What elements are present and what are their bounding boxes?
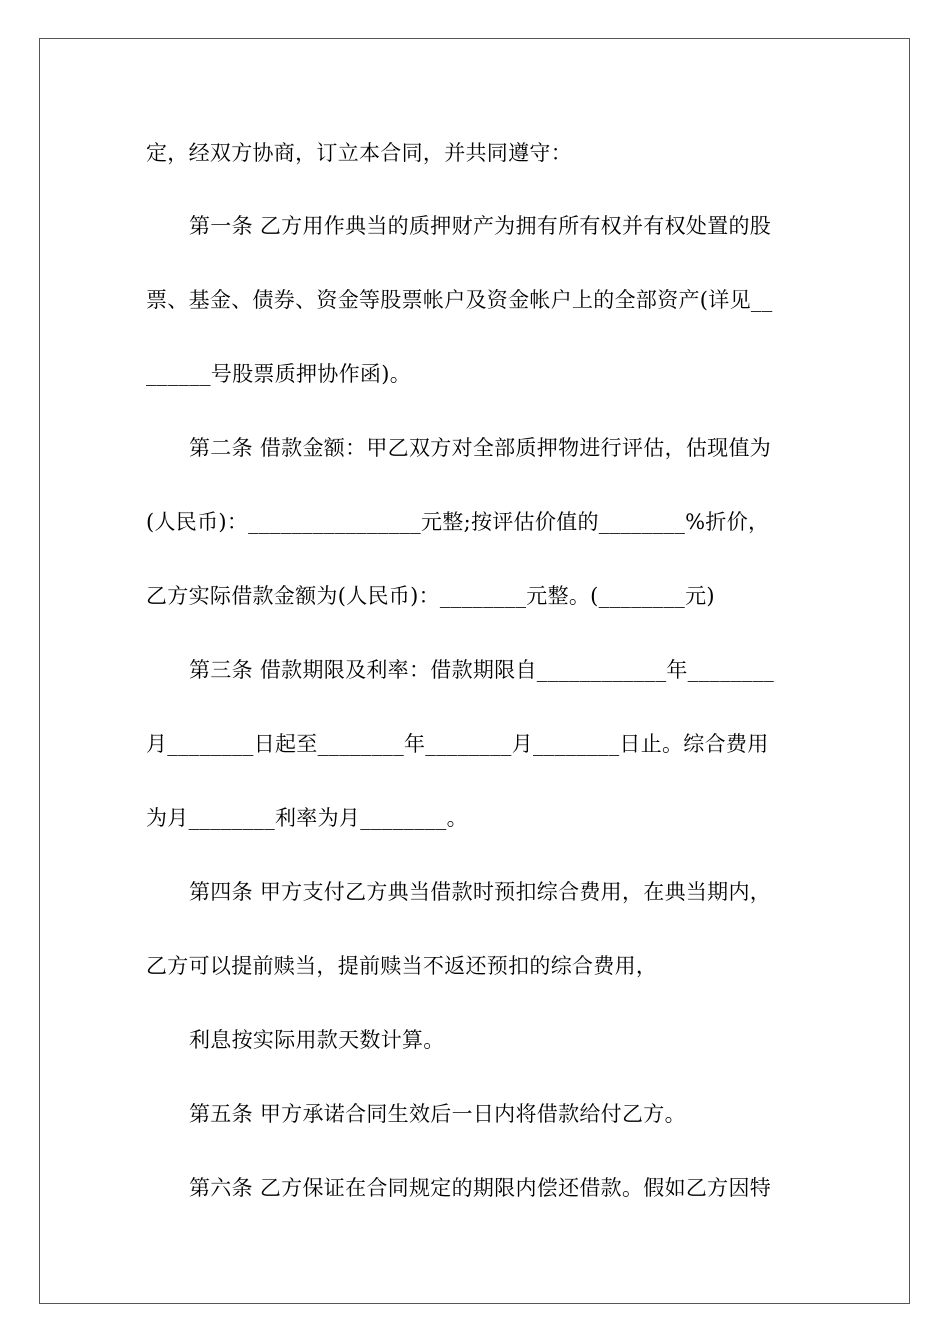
text-line: 为月________利率为月________。: [146, 806, 468, 830]
text-line: 票、基金、债券、资金等股票帐户及资金帐户上的全部资产(详见__: [146, 288, 773, 312]
text-line: 第一条 乙方用作典当的质押财产为拥有所有权并有权处置的股: [189, 214, 772, 238]
text-line: 乙方可以提前赎当，提前赎当不返还预扣的综合费用，: [146, 954, 658, 978]
text-line: 利息按实际用款天数计算。: [189, 1028, 445, 1052]
text-line: 第五条 甲方承诺合同生效后一日内将借款给付乙方。: [189, 1102, 686, 1126]
text-line: ______号股票质押协作函)。: [146, 362, 411, 386]
text-line: 第六条 乙方保证在合同规定的期限内偿还借款。假如乙方因特: [189, 1176, 772, 1200]
text-line: (人民币)：________________元整;按评估价值的________%折价，: [146, 510, 770, 534]
text-line: 月________日起至________年________月________日止。综合费用: [146, 732, 769, 756]
text-line: 第二条 借款金额：甲乙双方对全部质押物进行评估，估现值为: [189, 436, 772, 460]
text-line: 乙方实际借款金额为(人民币)：________元整。(________元): [146, 584, 715, 608]
text-line: 第三条 借款期限及利率：借款期限自____________年________: [189, 658, 775, 682]
text-line: 定，经双方协商，订立本合同，并共同遵守：: [146, 141, 572, 165]
text-line: 第四条 甲方支付乙方典当借款时预扣综合费用，在典当期内，: [189, 880, 772, 904]
